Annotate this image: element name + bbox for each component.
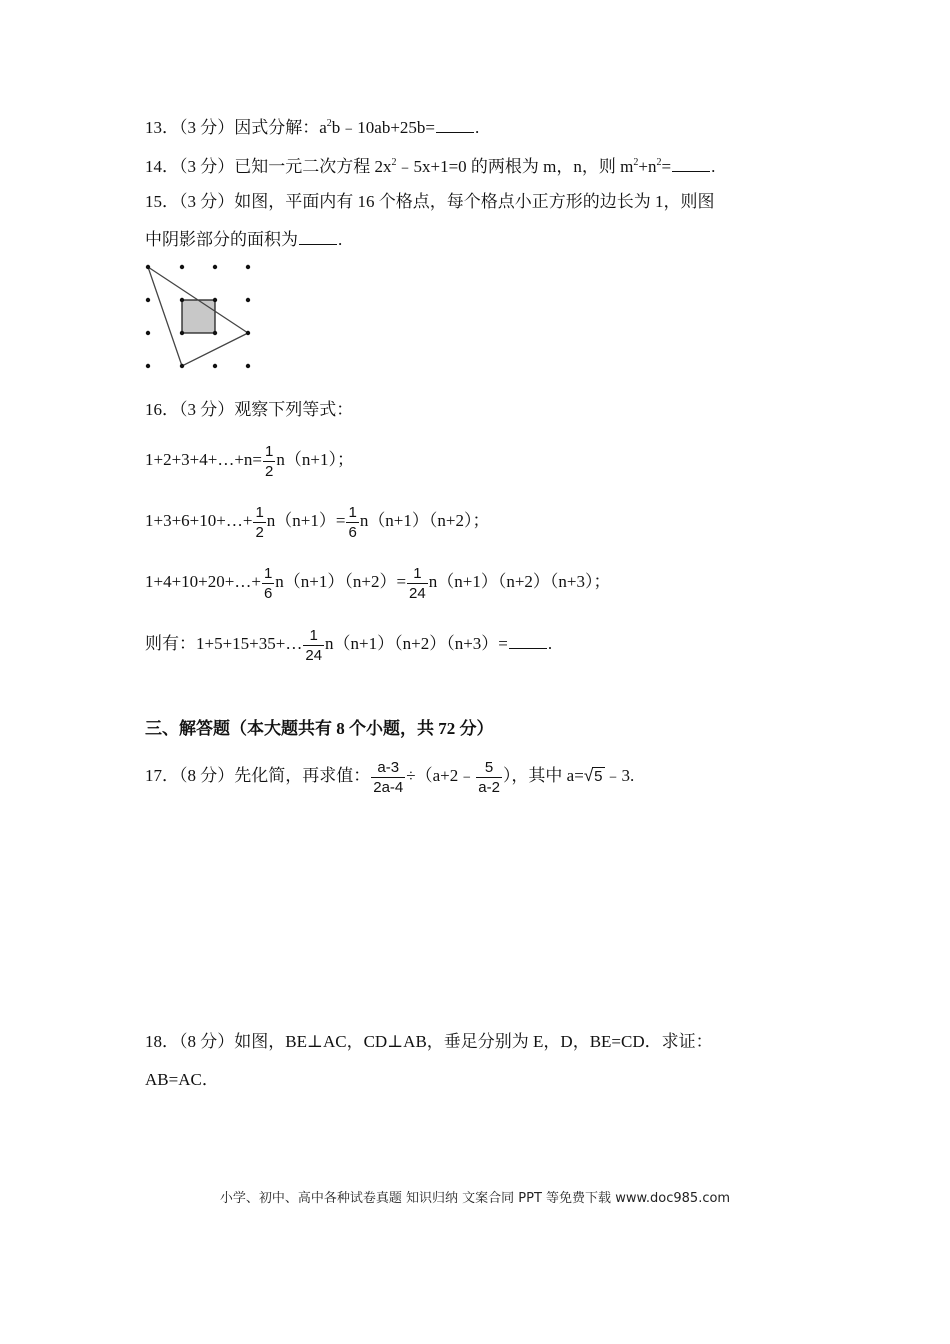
q14-prefix: 14．（3 分）已知一元二次方程 2x (145, 157, 392, 176)
grid-point (246, 331, 250, 335)
eq1-left: 1+2+3+4+…+n= (145, 450, 263, 469)
question-14 (145, 155, 715, 179)
grid-point (213, 265, 217, 269)
fraction-numerator: 1 (309, 626, 318, 644)
eq3-right: n（n+1）（n+2）（n+3）； (428, 572, 611, 591)
q15-end: . (338, 230, 343, 249)
eq4-end: . (547, 634, 553, 653)
answer-blank (672, 156, 710, 172)
q14-exponent-1: 2 (391, 157, 397, 168)
q17-suffix: ﹣3. (604, 766, 635, 785)
grid-point (146, 331, 150, 335)
fraction-numerator: a-3 (377, 758, 400, 776)
question-16-intro: 16．（3 分）观察下列等式： (145, 400, 354, 419)
fraction (253, 504, 265, 541)
fraction (262, 565, 274, 602)
grid-point (146, 265, 150, 269)
q17-close: ），其中 a= (502, 766, 584, 785)
q14-end: . (711, 157, 716, 176)
answer-blank (299, 229, 337, 245)
page-footer: 小学、初中、高中各种试卷真题 知识归纳 文案合同 PPT 等免费下载 www.doc985.com (219, 1191, 731, 1206)
grid-point (213, 298, 217, 302)
q16-equation-4 (145, 624, 552, 664)
fraction-denominator: 2a-4 (373, 778, 404, 796)
q14-middle: ﹣5x+1=0 的两根为 m，n，则 m (396, 157, 634, 176)
fraction-denominator: 6 (263, 584, 273, 602)
grid-point (180, 265, 184, 269)
fraction (303, 627, 324, 664)
fraction (407, 565, 428, 602)
grid-point (213, 364, 217, 368)
radical-sign-icon: √ (583, 766, 594, 785)
fraction-numerator: 1 (348, 503, 357, 521)
fraction-numerator: 5 (484, 758, 494, 776)
fraction-numerator: 1 (255, 503, 264, 521)
grid-point (246, 265, 250, 269)
grid-point (180, 364, 184, 368)
grid-figure (142, 262, 257, 374)
question-18-line-1: 18．（8 分）如图，BE⊥AC，CD⊥AB，垂足分别为 E，D，BE=CD．求证： (145, 1032, 713, 1051)
q14-exponent-2: 2 (633, 157, 639, 168)
grid-point (180, 331, 184, 335)
grid-point (246, 364, 250, 368)
q17-div: ÷（a+2﹣ (406, 766, 476, 785)
question-17 (145, 756, 634, 797)
fraction-numerator: 1 (265, 442, 274, 460)
fraction-numerator: 1 (263, 564, 273, 582)
grid-point (146, 298, 150, 302)
eq3-mid: n（n+1）（n+2）= (275, 572, 407, 591)
grid-point (180, 298, 184, 302)
fraction-denominator: 24 (409, 584, 426, 602)
fraction (371, 759, 405, 796)
answer-blank (509, 633, 547, 649)
shaded-region (182, 300, 215, 333)
fraction-denominator: 6 (348, 523, 357, 541)
fraction-denominator: 2 (265, 462, 274, 480)
fraction-denominator: 24 (305, 646, 323, 664)
q13-end: . (475, 118, 480, 137)
q13-suffix: b﹣10ab+25b= (331, 118, 436, 137)
grid-point (146, 364, 150, 368)
answer-blank (436, 117, 474, 133)
fraction-numerator: 1 (413, 564, 422, 582)
fraction-denominator: a-2 (478, 778, 500, 796)
eq3-left: 1+4+10+20+…+ (145, 572, 261, 591)
radicand: 5 (594, 768, 603, 785)
eq4-left: 则有：1+5+15+35+… (145, 634, 303, 653)
q14-plus: +n (638, 157, 657, 176)
eq1-right: n（n+1）； (276, 450, 354, 469)
q15-text: 中阴影部分的面积为 (145, 230, 298, 249)
eq2-left: 1+3+6+10+…+ (145, 511, 253, 530)
question-18-line-2: AB=AC． (145, 1070, 219, 1089)
q13-exponent: 2 (326, 118, 332, 129)
question-15-line-1: 15．（3 分）如图，平面内有 16 个格点，每个格点小正方形的边长为 1，则图 (145, 192, 715, 211)
q14-exponent-3: 2 (656, 157, 662, 168)
question-15-line-2 (145, 228, 342, 252)
q16-equation-2 (145, 501, 490, 541)
q13-prefix: 13．（3 分）因式分解：a (145, 118, 327, 137)
eq2-right: n（n+1）（n+2）； (359, 511, 490, 530)
fraction (346, 504, 358, 541)
q16-equation-1 (145, 440, 354, 480)
section-heading: 三、解答题（本大题共有 8 个小题，共 72 分） (145, 719, 494, 738)
square-root (584, 756, 605, 797)
eq2-mid: n（n+1）= (266, 511, 346, 530)
q16-equation-3 (145, 562, 611, 602)
eq4-right: n（n+1）（n+2）（n+3）= (325, 634, 508, 653)
q17-prefix: 17．（8 分）先化简，再求值： (145, 766, 371, 785)
grid-point (213, 331, 217, 335)
fraction-denominator: 2 (255, 523, 264, 541)
grid-point (246, 298, 250, 302)
question-13 (145, 116, 479, 140)
fraction (476, 759, 502, 796)
fraction (263, 443, 275, 480)
q14-eq: = (661, 157, 672, 176)
